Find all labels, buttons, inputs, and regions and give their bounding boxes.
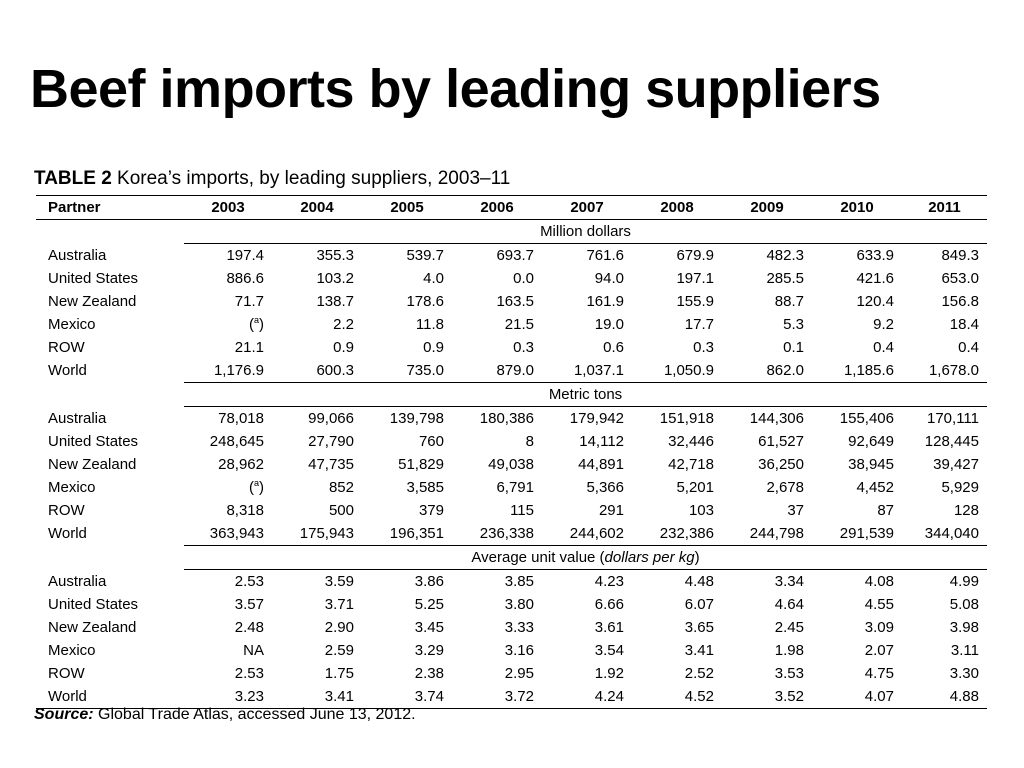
value-cell: 852 (328, 479, 354, 496)
partner-cell: Mexico (48, 316, 96, 333)
value-cell: 0.0 (513, 270, 534, 287)
value-cell: 4.48 (684, 573, 714, 590)
value-cell: 180,386 (479, 410, 534, 427)
partner-cell: Australia (48, 409, 107, 427)
value-cell: 78,018 (218, 410, 264, 427)
value-cell: 3.45 (414, 619, 444, 636)
value-cell: 3.59 (324, 573, 354, 590)
value-cell: 163.5 (496, 293, 534, 310)
imports-table (36, 195, 987, 709)
value-cell: 363,943 (184, 522, 272, 546)
value-cell: 4.24 (542, 685, 632, 709)
value-cell: 21.5 (504, 316, 534, 333)
table-row (36, 336, 987, 359)
value-cell: 179,942 (569, 410, 624, 427)
value-cell: 61,527 (758, 433, 804, 450)
table-row (36, 359, 987, 383)
value-cell: 600.3 (272, 359, 362, 383)
table-row (36, 593, 987, 616)
source-text: Global Trade Atlas, accessed June 13, 2012. (93, 706, 416, 723)
partner-cell: ROW (48, 339, 85, 356)
partner-cell: Australia (48, 572, 107, 590)
value-cell: 3.86 (414, 573, 444, 590)
header-year: 2006 (452, 196, 542, 220)
value-cell: 8 (525, 433, 534, 450)
table-header-row (36, 196, 987, 220)
value-cell: ($^a$) (248, 315, 264, 333)
value-cell: 5,929 (941, 479, 979, 496)
value-cell: 175,943 (272, 522, 362, 546)
value-cell: 4.0 (423, 270, 444, 287)
value-cell: 3.54 (594, 642, 624, 659)
value-cell: 2.90 (324, 619, 354, 636)
value-cell: 0.9 (423, 339, 444, 356)
value-cell: 36,250 (758, 456, 804, 473)
value-cell: 6.07 (684, 596, 714, 613)
value-cell: 761.6 (586, 247, 624, 264)
table-caption-text: Korea’s imports, by leading suppliers, 2003–11 (111, 168, 511, 189)
header-year: 2010 (812, 196, 902, 220)
value-cell: 3.71 (324, 596, 354, 613)
section-label (184, 546, 987, 570)
value-cell: 4.99 (949, 573, 979, 590)
partner-cell: United States (48, 596, 139, 613)
value-cell: 3.23 (184, 685, 272, 709)
value-cell: 379 (418, 502, 444, 519)
value-cell: 161.9 (586, 293, 624, 310)
value-cell: 3.61 (594, 619, 624, 636)
value-cell: 4.08 (864, 573, 894, 590)
value-cell: 3.34 (774, 573, 804, 590)
value-cell: 344,040 (902, 522, 987, 546)
table-row (36, 430, 987, 453)
section-label (184, 383, 987, 407)
value-cell: 27,790 (308, 433, 354, 450)
value-cell: 693.7 (496, 247, 534, 264)
table-row (36, 522, 987, 546)
value-cell: 4.23 (594, 573, 624, 590)
section-label-text: Average unit value ( (471, 549, 605, 566)
value-cell: 6.66 (594, 596, 624, 613)
value-cell: 1,037.1 (542, 359, 632, 383)
value-cell: 3.16 (504, 642, 534, 659)
value-cell: 128,445 (924, 433, 979, 450)
value-cell: 539.7 (406, 247, 444, 264)
value-cell: 2.48 (234, 619, 264, 636)
value-cell: 482.3 (766, 247, 804, 264)
value-cell: 18.4 (949, 316, 979, 333)
table-caption-lead: TABLE 2 (34, 168, 112, 189)
partner-cell: United States (48, 433, 139, 450)
value-cell: 760 (418, 433, 444, 450)
value-cell: 3.09 (864, 619, 894, 636)
value-cell: 4.64 (774, 596, 804, 613)
section-label-text: Metric tons (548, 386, 623, 403)
value-cell: NA (243, 642, 264, 659)
value-cell: 0.6 (603, 339, 624, 356)
table-row (36, 407, 987, 431)
value-cell: 44,891 (578, 456, 624, 473)
value-cell: 196,351 (362, 522, 452, 546)
partner-cell: New Zealand (48, 293, 137, 310)
value-cell: 285.5 (766, 270, 804, 287)
value-cell: 5,366 (586, 479, 624, 496)
value-cell: 3.72 (452, 685, 542, 709)
value-cell: 3.41 (684, 642, 714, 659)
value-cell: 17.7 (684, 316, 714, 333)
value-cell: 4.52 (632, 685, 722, 709)
section-spacer (36, 383, 184, 407)
value-cell: 3.85 (504, 573, 534, 590)
value-cell: 151,918 (659, 410, 714, 427)
table-row (36, 476, 987, 499)
value-cell: 232,386 (632, 522, 722, 546)
value-cell: 735.0 (362, 359, 452, 383)
value-cell: 155,406 (839, 410, 894, 427)
value-cell: 4.07 (812, 685, 902, 709)
partner-cell: World (36, 685, 184, 709)
partner-cell: Australia (48, 246, 107, 264)
value-cell: 197.4 (226, 247, 264, 264)
table-row (36, 662, 987, 685)
value-cell: 500 (328, 502, 354, 519)
value-cell: 39,427 (933, 456, 979, 473)
value-cell: 3.57 (234, 596, 264, 613)
value-cell: 2.53 (234, 573, 264, 590)
value-cell: 5.08 (949, 596, 979, 613)
value-cell: 94.0 (594, 270, 624, 287)
header-year: 2007 (542, 196, 632, 220)
value-cell: 178.6 (406, 293, 444, 310)
value-cell: 1,176.9 (184, 359, 272, 383)
table-row (36, 313, 987, 336)
table-row (36, 499, 987, 522)
value-cell: 2.95 (504, 665, 534, 682)
value-cell: 92,649 (848, 433, 894, 450)
table-row (36, 639, 987, 662)
table-row (36, 616, 987, 639)
value-cell: 0.9 (333, 339, 354, 356)
value-cell: 2.52 (684, 665, 714, 682)
value-cell: 14,112 (579, 433, 624, 450)
value-cell: 3.53 (774, 665, 804, 682)
value-cell: 679.9 (676, 247, 714, 264)
value-cell: 3.98 (949, 619, 979, 636)
value-cell: 139,798 (389, 410, 444, 427)
value-cell: 21.1 (234, 339, 264, 356)
header-year: 2004 (272, 196, 362, 220)
value-cell: 3.65 (684, 619, 714, 636)
value-cell: 1,678.0 (902, 359, 987, 383)
value-cell: 1.92 (594, 665, 624, 682)
table-row (36, 290, 987, 313)
value-cell: 3.74 (362, 685, 452, 709)
value-cell: 156.8 (941, 293, 979, 310)
header-year: 2011 (902, 196, 987, 220)
slide-title: Beef imports by leading suppliers (30, 59, 881, 119)
section-header-row (36, 383, 987, 407)
value-cell: 5,201 (676, 479, 714, 496)
value-cell: 0.4 (873, 339, 894, 356)
value-cell: 244,602 (542, 522, 632, 546)
value-cell: ($^a$) (248, 478, 264, 496)
value-cell: 244,798 (722, 522, 812, 546)
value-cell: 653.0 (941, 270, 979, 287)
header-year: 2003 (184, 196, 272, 220)
value-cell: 2.59 (324, 642, 354, 659)
table-row (36, 685, 987, 709)
value-cell: 2.53 (234, 665, 264, 682)
value-cell: 3.11 (950, 642, 979, 659)
value-cell: 8,318 (226, 502, 264, 519)
value-cell: 4.75 (864, 665, 894, 682)
value-cell: 3.52 (722, 685, 812, 709)
value-cell: 1,185.6 (812, 359, 902, 383)
value-cell: 849.3 (941, 247, 979, 264)
partner-cell: World (48, 362, 87, 380)
value-cell: 144,306 (749, 410, 804, 427)
value-cell: 0.4 (958, 339, 979, 356)
value-cell: 421.6 (856, 270, 894, 287)
partner-cell: New Zealand (48, 456, 137, 473)
value-cell: 19.0 (594, 316, 624, 333)
value-cell: 32,446 (668, 433, 714, 450)
value-cell: 1.75 (324, 665, 354, 682)
value-cell: 633.9 (856, 247, 894, 264)
value-cell: 4,452 (856, 479, 894, 496)
header-partner: Partner (36, 196, 184, 220)
value-cell: 2.07 (864, 642, 894, 659)
value-cell: 5.25 (414, 596, 444, 613)
value-cell: 138.7 (316, 293, 354, 310)
section-header-row (36, 546, 987, 570)
value-cell: 4.88 (902, 685, 987, 709)
value-cell: 88.7 (774, 293, 804, 310)
value-cell: 197.1 (676, 270, 714, 287)
value-cell: 99,066 (308, 410, 354, 427)
value-cell: 3.33 (504, 619, 534, 636)
value-cell: 71.7 (234, 293, 264, 310)
partner-cell: New Zealand (48, 619, 137, 636)
partner-cell: World (48, 525, 87, 543)
value-cell: 0.1 (783, 339, 804, 356)
value-cell: 1.98 (774, 642, 804, 659)
header-year: 2009 (722, 196, 812, 220)
value-cell: 51,829 (398, 456, 444, 473)
section-label-unit: dollars per kg (604, 549, 695, 566)
value-cell: 128 (953, 502, 979, 519)
value-cell: 47,735 (308, 456, 354, 473)
value-cell: 3.41 (272, 685, 362, 709)
value-cell: 2.38 (414, 665, 444, 682)
header-year: 2005 (362, 196, 452, 220)
value-cell: 2,678 (766, 479, 804, 496)
value-cell: 1,050.9 (632, 359, 722, 383)
value-cell: 5.3 (783, 316, 804, 333)
value-cell: 2.2 (333, 316, 354, 333)
value-cell: 886.6 (226, 270, 264, 287)
section-label (184, 220, 987, 244)
value-cell: 0.3 (693, 339, 714, 356)
value-cell: 291 (598, 502, 624, 519)
header-year: 2008 (632, 196, 722, 220)
value-cell: 3,585 (406, 479, 444, 496)
value-cell: 879.0 (452, 359, 542, 383)
partner-cell: United States (48, 270, 139, 287)
section-label-text: Million dollars (540, 223, 631, 240)
value-cell: 236,338 (452, 522, 542, 546)
table-caption (34, 168, 510, 190)
partner-cell: Mexico (48, 479, 96, 496)
value-cell: 248,645 (209, 433, 264, 450)
value-cell: 11.8 (415, 316, 444, 333)
section-label-suffix: ) (694, 549, 700, 566)
value-cell: 42,718 (668, 456, 714, 473)
value-cell: 115 (510, 502, 534, 519)
partner-cell: ROW (48, 665, 85, 682)
value-cell: 155.9 (676, 293, 714, 310)
partner-cell: ROW (48, 502, 85, 519)
value-cell: 3.29 (414, 642, 444, 659)
value-cell: 103.2 (316, 270, 354, 287)
table-body (36, 220, 987, 709)
value-cell: 291,539 (812, 522, 902, 546)
value-cell: 0.3 (513, 339, 534, 356)
table-row (36, 570, 987, 594)
section-header-row (36, 220, 987, 244)
section-spacer (36, 220, 184, 244)
value-cell: 37 (787, 502, 804, 519)
value-cell: 3.30 (949, 665, 979, 682)
source-note (34, 706, 416, 724)
source-lead: Source: (34, 706, 94, 723)
value-cell: 9.2 (873, 316, 894, 333)
value-cell: 2.45 (774, 619, 804, 636)
section-spacer (36, 546, 184, 570)
value-cell: 38,945 (848, 456, 894, 473)
value-cell: 120.4 (856, 293, 894, 310)
value-cell: 4.55 (864, 596, 894, 613)
table-row (36, 244, 987, 268)
value-cell: 28,962 (218, 456, 264, 473)
value-cell: 103 (688, 502, 714, 519)
value-cell: 87 (877, 502, 894, 519)
value-cell: 170,111 (927, 410, 979, 427)
value-cell: 862.0 (722, 359, 812, 383)
value-cell: 355.3 (316, 247, 354, 264)
value-cell: 6,791 (496, 479, 534, 496)
partner-cell: Mexico (48, 642, 96, 659)
value-cell: 3.80 (504, 596, 534, 613)
table-row (36, 453, 987, 476)
table-row (36, 267, 987, 290)
value-cell: 49,038 (488, 456, 534, 473)
